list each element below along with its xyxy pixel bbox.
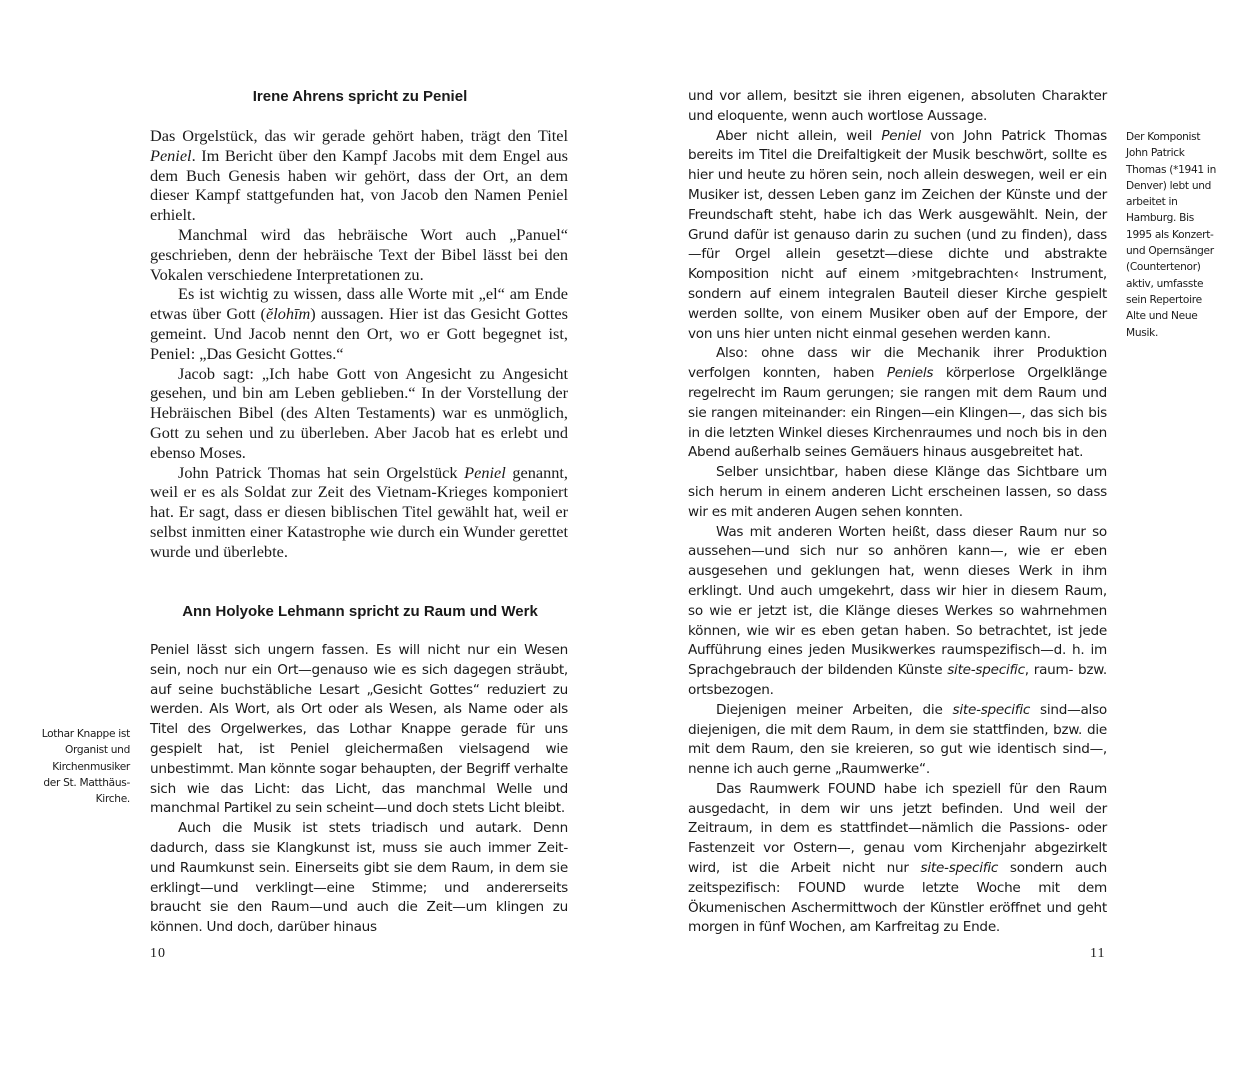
sidenote-lothar-knappe: Lothar Knappe ist Organist und Kirchenmusiker der St. Matthäus-Kirche. bbox=[41, 728, 130, 806]
left-page bbox=[0, 0, 627, 1077]
paragraph: Also: ohne dass wir die Mechanik ihrer Produktion verfolgen konnten, haben Peniels körperlose Orgelklänge regelrecht im Raum gerungen; sie rangen mit dem Raum und sie rangen miteinander: ein Ringen—ein Klingen—, das sich bis in die letzten Winkel dieses Kirchenraumes und noch bis in den Abend außerhalb seines Gemäuers hinaus ausgebreitet hat. bbox=[688, 345, 1107, 461]
paragraph: Es ist wichtig zu wissen, dass alle Worte mit „el“ am Ende etwas über Gott (ĕlohīm) aussagen. Hier ist das Gesicht Gottes gemeint. Und Jacob nennt den Ort, wo er Gott begegnet ist, Peniel: „Das Gesicht Gottes.“ bbox=[150, 284, 568, 363]
page-number-right: 11 bbox=[1090, 946, 1106, 961]
right-page-text bbox=[688, 87, 1107, 938]
paragraph: Was mit anderen Worten heißt, dass dieser Raum nur so aussehen—und sich nur so anhören kann—, wie er eben ausgesehen und geklungen hat, wenn dieses Werk in ihm erklingt. Und auch umgekehrt, dass wir hier in diesem Raum, so wie er jetzt ist, die Klänge dieses Werkes so wahrnehmen können, wie wir es eben getan haben. So betrachtet, ist jede Aufführung eines jeden Musikwerkes raumspezifisch—d. h. im Sprachgebrauch der bildenden Künste site-specific, raum- bzw. ortsbezogen. bbox=[688, 523, 1107, 698]
sidenote-john-patrick-thomas: Der Komponist John Patrick Thomas (*1941 in Denver) lebt und arbeitet in Hamburg. Bis 1995 als Konzert- und Opernsänger (Countertenor) aktiv, umfasste sein Repertoire Alte und Neue Musik. bbox=[1126, 131, 1216, 339]
right-page bbox=[627, 0, 1255, 1077]
section-heading-irene-ahrens: Irene Ahrens spricht zu Peniel bbox=[252, 88, 468, 105]
paragraph: Das Orgelstück, das wir gerade gehört haben, trägt den Titel Peniel. Im Bericht über den Kampf Jacobs mit dem Engel aus dem Buch Genesis haben wir gehört, dass der Ort, an dem dieser Kampf stattgefunden hat, von Jacob den Namen Peniel erhielt. bbox=[150, 126, 568, 225]
paragraph: Diejenigen meiner Arbeiten, die site-specific sind—also diejenigen, die mit dem Raum, in dem sie stattfinden, bzw. die mit dem Raum, den sie kreieren, so gut wie identisch sind—, nenne ich auch gerne „Raumwerke“. bbox=[688, 701, 1107, 778]
paragraph: Manchmal wird das hebräische Wort auch „Panuel“ geschrieben, denn der hebräische Text der Bibel lässt bei den Vokalen verschiedene Interpretationen zu. bbox=[150, 224, 568, 284]
paragraph: und vor allem, besitzt sie ihren eigenen, absoluten Charakter und eloquente, wenn auch wortlose Aussage. bbox=[688, 88, 1107, 124]
section-heading-ann-holyoke-lehmann: Ann Holyoke Lehmann spricht zu Raum und Werk bbox=[182, 603, 538, 620]
paragraph: Selber unsichtbar, haben diese Klänge das Sichtbare um sich herum in einem anderen Licht erscheinen lassen, so dass wir es mit anderen Augen sehen konnten. bbox=[688, 464, 1107, 520]
paragraph: Jacob sagt: „Ich habe Gott von Angesicht zu Angesicht gesehen, und bin am Leben geblieben.“ In der Vorstellung der Hebräischen Bibel (des Alten Testaments) war es unmöglich, Gott zu sehen und zu überleben. Aber Jacob hat es erlebt und ebenso Moses. bbox=[150, 363, 568, 462]
paragraph: Aber nicht allein, weil Peniel von John Patrick Thomas bereits im Titel die Dreifaltigkeit der Musik beschwört, sollte es hier und heute zu hören sein, noch allein deswegen, weil er ein Musiker ist, dessen Leben ganz im Zeichen der Künste und der Freundschaft steht, habe ich das Werk ausgewählt. Nein, der Grund dafür ist genauso darin zu suchen (und zu finden), dass—für Orgel allein gesetzt—diese dichte und abstrakte Komposition nicht auf einem ›mitgebrachten‹ Instrument, sondern auf einem integralen Bauteil dieser Kirche gespielt werden sollte, von einem Musiker oben auf der Empore, der von uns hier unten nicht einmal gesehen werden kann. bbox=[688, 127, 1107, 342]
paragraph: Das Raumwerk FOUND habe ich speziell für den Raum ausgedacht, in dem wir uns jetzt befinden. Und weil der Zeitraum, in dem es stattfindet—nämlich die Passions- oder Fastenzeit vor Ostern—, genau vom Kirchenjahr abgezirkelt wird, ist die Arbeit nicht nur site-specific sondern auch zeitspezifisch: FOUND wurde letzte Woche mit dem Ökumenischen Aschermittwoch der Künstler eröffnet und geht morgen in fünf Wochen, am Karfreitag zu Ende. bbox=[688, 780, 1107, 936]
section-irene-ahrens-text bbox=[150, 126, 568, 562]
paragraph: John Patrick Thomas hat sein Orgelstück Peniel genannt, weil er es als Soldat zur Zeit des Vietnam-Krieges komponiert hat. Er sagt, dass er diesen biblischen Titel gewählt hat, weil er selbst inmitten einer Katastrophe wie durch ein Wunder gerettet wurde und überlebte. bbox=[150, 462, 569, 561]
page-number-left: 10 bbox=[150, 946, 166, 961]
section-ann-holyoke-lehmann-text bbox=[150, 641, 568, 938]
paragraph: Auch die Musik ist stets triadisch und autark. Denn dadurch, dass sie Klangkunst ist, muss sie auch immer Zeit- und Raumkunst sein. Einerseits gibt sie dem Raum, in dem sie erklingt—und verklingt—eine Stimme; und andererseits braucht sie den Raum—und auch die Zeit—um klingen zu können. Und doch, darüber hinaus bbox=[150, 820, 568, 936]
paragraph: Peniel lässt sich ungern fassen. Es will nicht nur ein Wesen sein, noch nur ein Ort—genauso wie es sich dagegen sträubt, auf seine buchstäbliche Lesart „Gesicht Gottes“ reduziert zu werden. Als Wort, als Ort oder als Wesen, als Name oder als Titel des Orgelwerkes, das Lothar Knappe gerade für uns gespielt hat, ist Peniel gleichermaßen vielsagend wie unbestimmt. Man könnte sogar behaupten, der Begriff verhalte sich wie das Licht: das Licht, das manchmal Welle und manchmal Partikel zu sein scheint—und doch stets Licht bleibt. bbox=[150, 642, 568, 817]
